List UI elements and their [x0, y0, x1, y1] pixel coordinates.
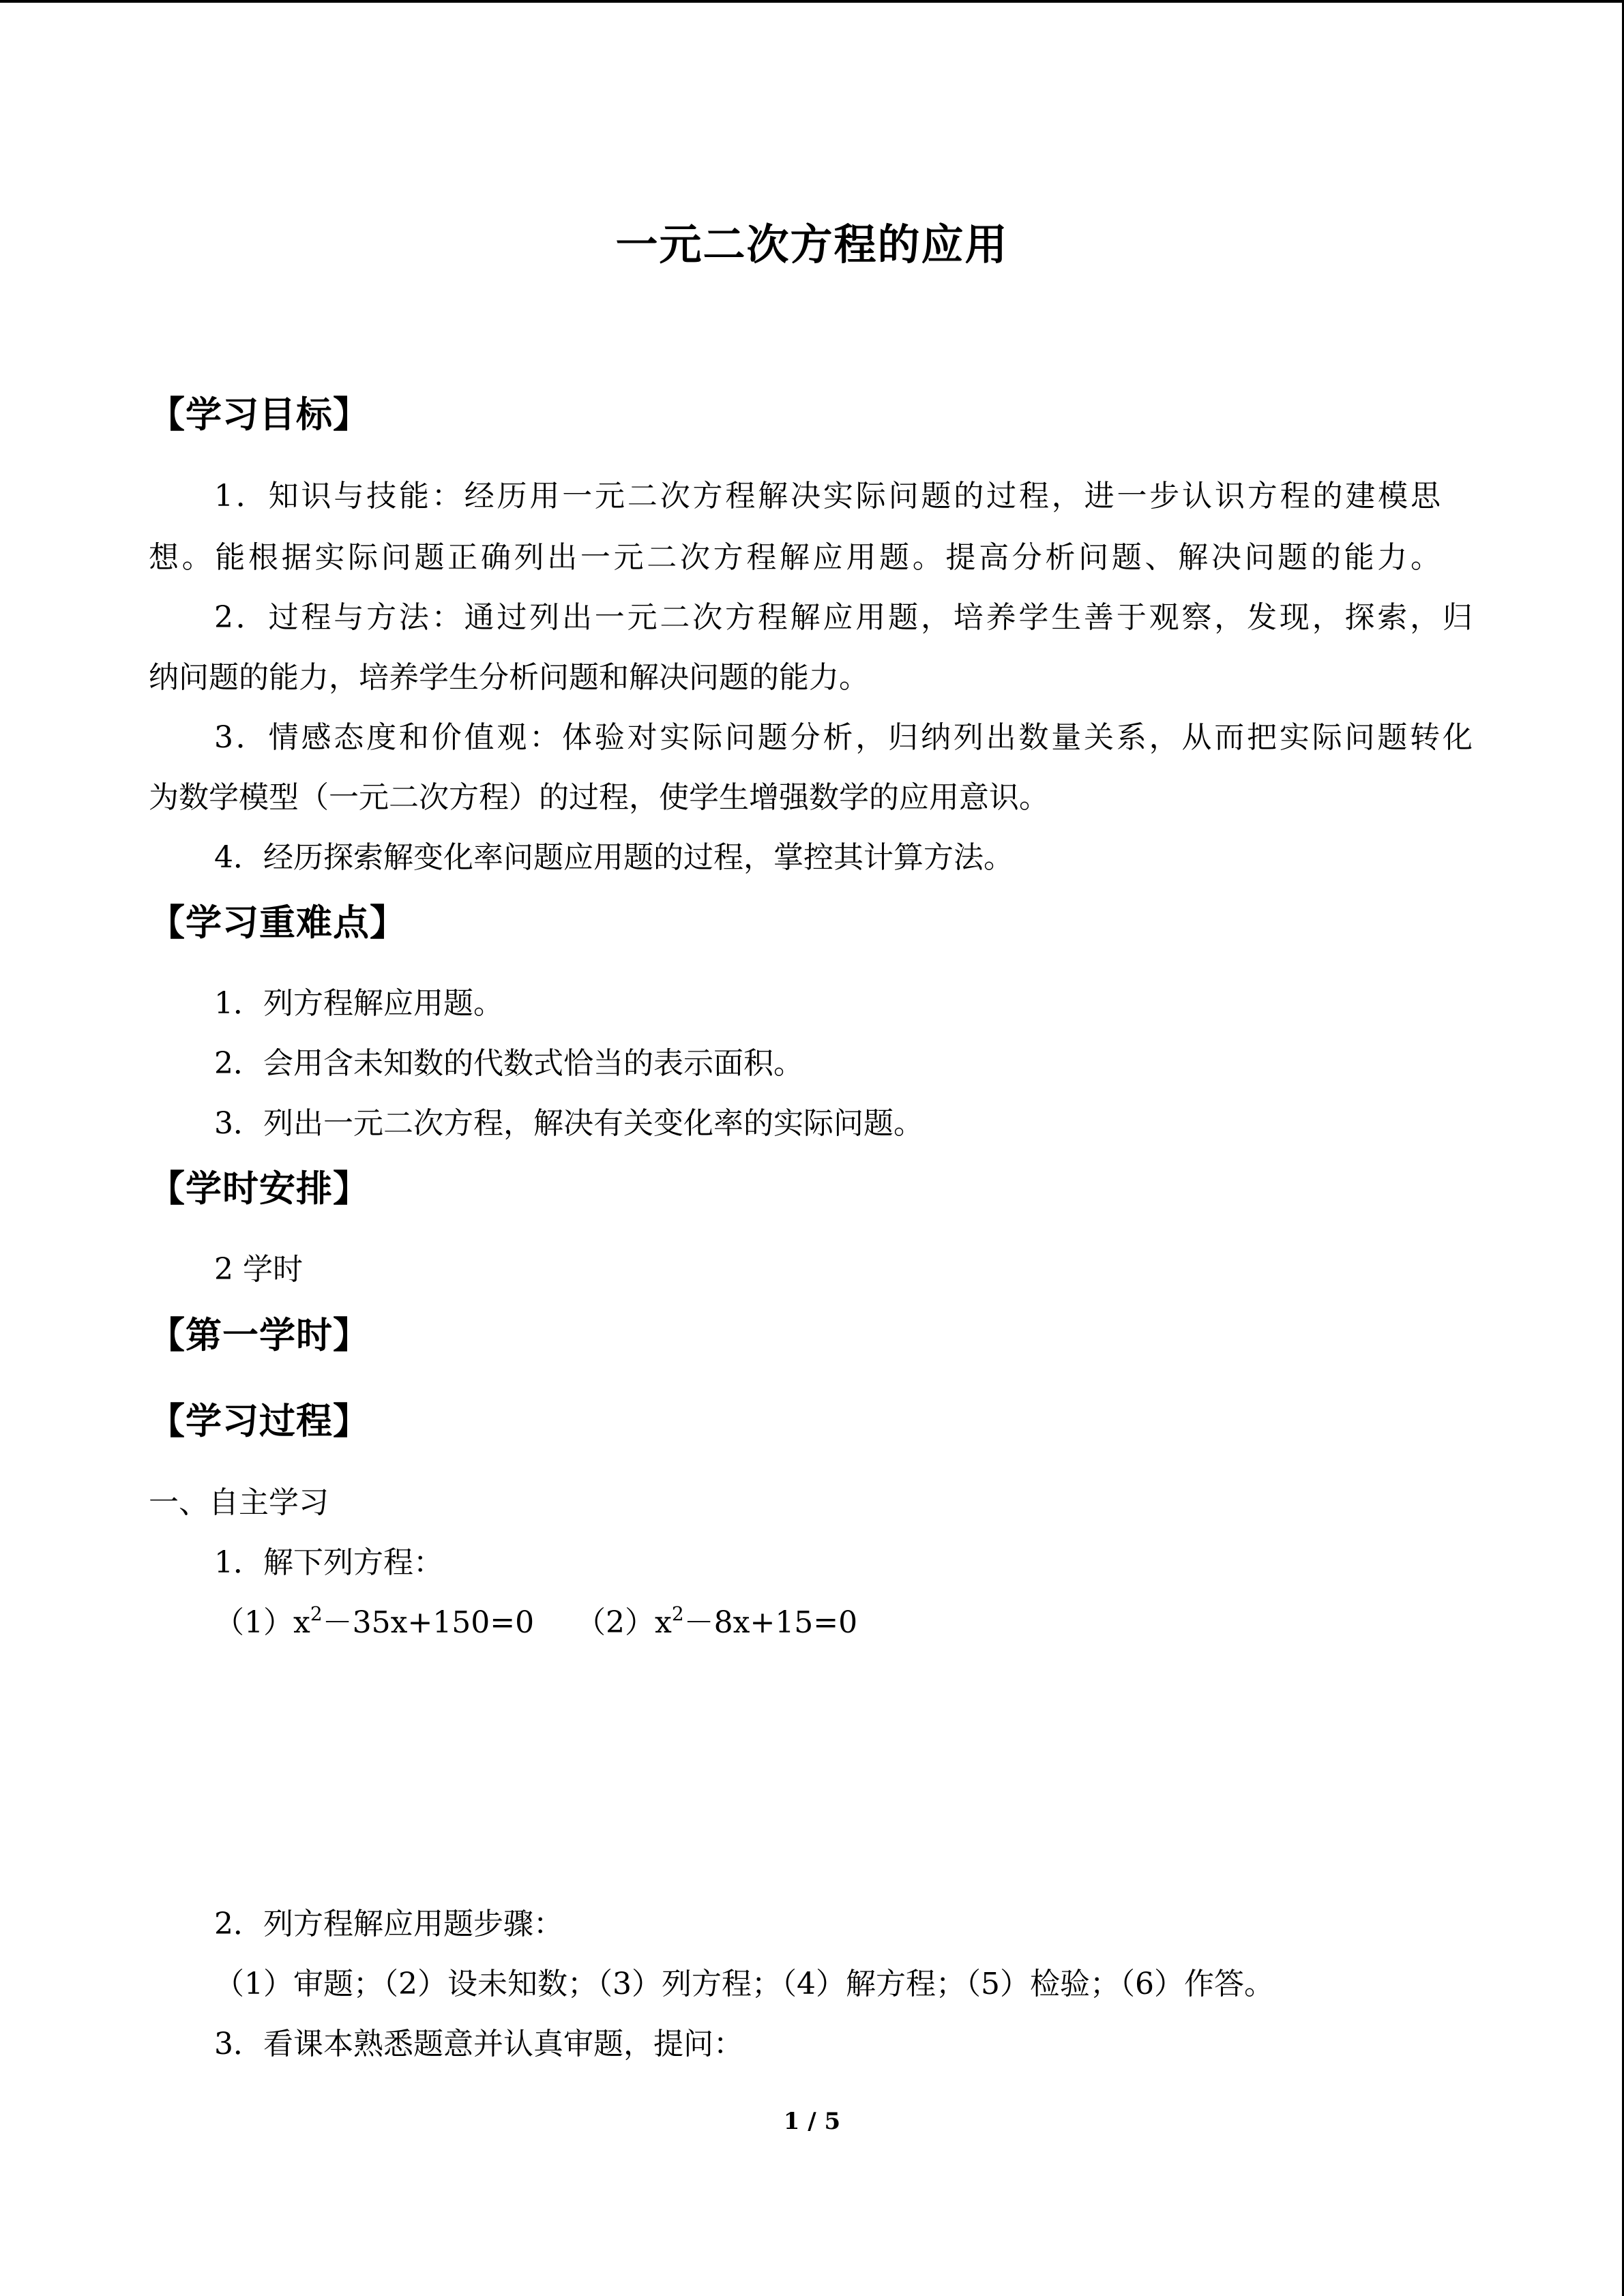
- section-heading-goals: 【学习目标】: [149, 394, 370, 436]
- question-3: 3．看课本熟悉题意并认真审题，提问：: [214, 2027, 743, 2061]
- equation-1: [214, 1601, 534, 1645]
- question-2-steps: （1）审题；（2）设未知数；（3）列方程；（4）解方程；（5）检验；（6）作答。: [214, 1967, 1274, 2001]
- key-point-2: 2．会用含未知数的代数式恰当的表示面积。: [214, 1046, 803, 1081]
- goal-item-1-line-1: 1．知识与技能：经历用一元二次方程解决实际问题的过程，进一步认识方程的建模思: [214, 479, 1441, 513]
- section-heading-schedule: 【学时安排】: [149, 1168, 370, 1210]
- equation-2-exponent: 2: [671, 1602, 684, 1625]
- equation-1-exponent: 2: [310, 1602, 323, 1625]
- subsection-self-study: 一、自主学习: [149, 1485, 329, 1520]
- equation-1-suffix: －35x+150=0: [322, 1605, 535, 1640]
- equation-2-prefix: （2）x: [576, 1605, 672, 1640]
- question-2: 2．列方程解应用题步骤：: [214, 1907, 563, 1941]
- equation-2-suffix: －8x+15=0: [683, 1605, 858, 1640]
- section-heading-process: 【学习过程】: [149, 1401, 370, 1442]
- equation-1-prefix: （1）x: [214, 1605, 310, 1640]
- question-1: 1．解下列方程：: [214, 1545, 443, 1580]
- goal-item-3-line-2: 为数学模型（一元二次方程）的过程，使学生增强数学的应用意识。: [149, 780, 1049, 815]
- section-heading-key-points: 【学习重难点】: [149, 902, 407, 944]
- document-title: 一元二次方程的应用: [615, 220, 1009, 269]
- key-point-1: 1．列方程解应用题。: [214, 986, 503, 1021]
- equation-2: [576, 1601, 857, 1645]
- page-indicator: 1 / 5: [783, 2108, 841, 2135]
- key-point-3: 3．列出一元二次方程，解决有关变化率的实际问题。: [214, 1106, 924, 1141]
- goal-item-2-line-1: 2．过程与方法：通过列出一元二次方程解应用题，培养学生善于观察，发现，探索，归: [214, 600, 1473, 635]
- section-heading-first-period: 【第一学时】: [149, 1315, 370, 1356]
- goal-item-1-line-2: 想。能根据实际问题正确列出一元二次方程解应用题。提高分析问题、解决问题的能力。: [149, 540, 1441, 575]
- goal-item-4: 4．经历探索解变化率问题应用题的过程，掌控其计算方法。: [214, 840, 1014, 875]
- schedule-text: 2 学时: [214, 1252, 303, 1287]
- goal-item-2-line-2: 纳问题的能力，培养学生分析问题和解决问题的能力。: [149, 660, 869, 695]
- goal-item-3-line-1: 3．情感态度和价值观：体验对实际问题分析，归纳列出数量关系，从而把实际问题转化: [214, 720, 1473, 755]
